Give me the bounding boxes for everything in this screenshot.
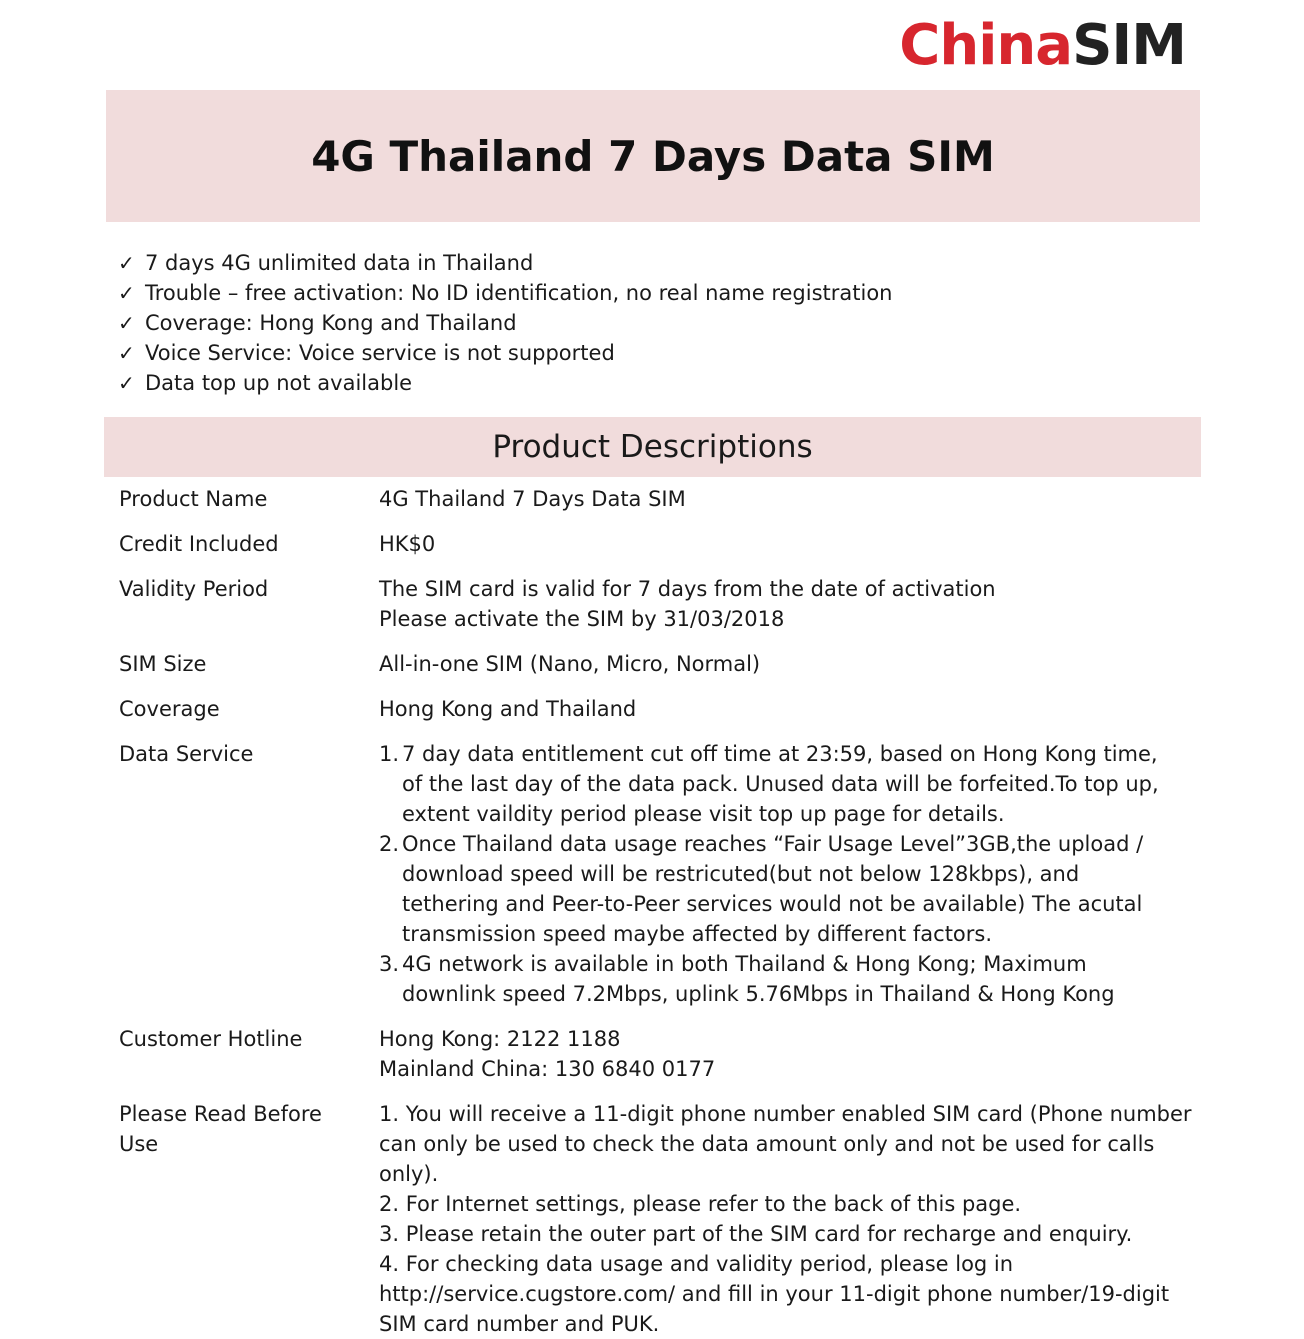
title-banner: [106, 90, 1200, 222]
spec-row-coverage: [119, 679, 1199, 724]
feature-list: [118, 248, 893, 398]
feature-text: Trouble – free activation: No ID identification, no real name registration: [145, 281, 893, 305]
validity-line: Please activate the SIM by 31/03/2018: [379, 607, 785, 631]
list-number: 2.: [379, 832, 400, 856]
spec-value: Hong Kong and Thailand: [379, 697, 637, 721]
spec-row-credit: [119, 514, 1199, 559]
feature-item: [118, 368, 893, 398]
list-text: 7 day data entitlement cut off time at 23:59, based on Hong Kong time, of the last day of the data pack. Unused data will be forfeited.To top up, extent vaildity period please visit top up page for details.: [402, 742, 1159, 826]
section-title: Product Descriptions: [492, 429, 813, 465]
brand-logo: [899, 14, 1186, 78]
list-number: 1.: [379, 742, 400, 766]
spec-row-hotline: [119, 1009, 1199, 1084]
notice-item: 1. You will receive a 11-digit phone number enabled SIM card (Phone number can only be used to check the data amount only and not be used for calls only).: [379, 1102, 1192, 1186]
checkmark-icon: ✓: [118, 251, 135, 275]
brand-logo-sim: SIM: [1072, 13, 1186, 78]
validity-line: The SIM card is valid for 7 days from the date of activation: [379, 577, 996, 601]
spec-label: Credit Included: [119, 532, 279, 556]
spec-row-read-before-use: [119, 1084, 1199, 1339]
list-text: Once Thailand data usage reaches “Fair Usage Level”3GB,the upload / download speed will be restricuted(but not below 128kbps), and tethering and Peer-to-Peer services would not be available) The acutal transmission speed maybe affected by different factors.: [402, 832, 1144, 946]
spec-table: [119, 484, 1199, 1339]
list-text: 4G network is available in both Thailand & Hong Kong; Maximum downlink speed 7.2Mbps, uplink 5.76Mbps in Thailand & Hong Kong: [402, 952, 1115, 1006]
section-header: [104, 417, 1201, 477]
feature-text: Coverage: Hong Kong and Thailand: [145, 311, 517, 335]
spec-row-validity: [119, 559, 1199, 634]
list-number: 3.: [379, 952, 400, 976]
spec-label: Coverage: [119, 697, 220, 721]
spec-label: Product Name: [119, 487, 268, 511]
brand-logo-china: China: [899, 13, 1073, 78]
spec-value: All-in-one SIM (Nano, Micro, Normal): [379, 652, 761, 676]
feature-text: 7 days 4G unlimited data in Thailand: [145, 251, 534, 275]
checkmark-icon: ✓: [118, 371, 135, 395]
checkmark-icon: ✓: [118, 281, 135, 305]
spec-value: HK$0: [379, 532, 436, 556]
spec-label: Customer Hotline: [119, 1027, 303, 1051]
spec-value: [379, 1024, 1199, 1084]
notice-item: 3. Please retain the outer part of the SIM card for recharge and enquiry.: [379, 1222, 1133, 1246]
list-item: [379, 829, 1179, 949]
feature-text: Voice Service: Voice service is not supported: [145, 341, 615, 365]
feature-item: [118, 278, 893, 308]
notice-item: 2. For Internet settings, please refer to the back of this page.: [379, 1192, 1022, 1216]
spec-row-data-service: [119, 724, 1199, 1009]
feature-item: [118, 338, 893, 368]
checkmark-icon: ✓: [118, 311, 135, 335]
feature-item: [118, 308, 893, 338]
hotline-mainland-china: Mainland China: 130 6840 0177: [379, 1057, 716, 1081]
spec-value: [379, 739, 1199, 1009]
notice-item: 4. For checking data usage and validity period, please log in http://service.cugstore.com/ and fill in your 11-digit phone number/19-digit SIM card number and PUK.: [379, 1252, 1170, 1336]
feature-text: Data top up not available: [145, 371, 413, 395]
checkmark-icon: ✓: [118, 341, 135, 365]
data-service-list: [379, 739, 1179, 1009]
spec-label: Validity Period: [119, 577, 269, 601]
list-item: [379, 739, 1179, 829]
spec-label: Data Service: [119, 742, 254, 766]
feature-item: [118, 248, 893, 278]
spec-value: [379, 1099, 1199, 1339]
page-title: 4G Thailand 7 Days Data SIM: [311, 131, 995, 181]
spec-value: [379, 574, 1199, 634]
spec-row-product-name: [119, 484, 1199, 514]
list-item: [379, 949, 1179, 1009]
spec-label: SIM Size: [119, 652, 207, 676]
spec-label: Please Read Before Use: [119, 1102, 322, 1156]
hotline-hong-kong: Hong Kong: 2122 1188: [379, 1027, 621, 1051]
spec-value: 4G Thailand 7 Days Data SIM: [379, 487, 686, 511]
spec-row-sim-size: [119, 634, 1199, 679]
